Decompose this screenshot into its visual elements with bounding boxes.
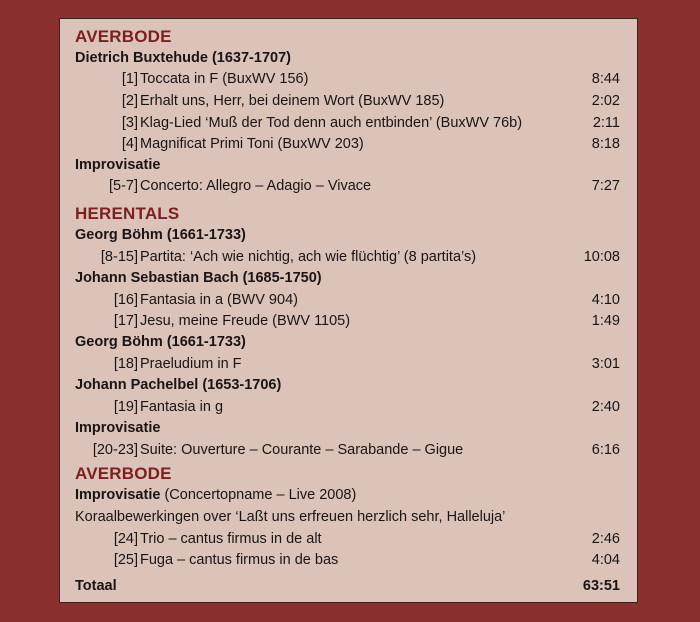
track-row — [60, 354, 637, 375]
track-duration: 2:40 — [591, 399, 620, 415]
track-number: [18] — [113, 356, 138, 372]
track-row — [60, 247, 637, 268]
track-title: Suite: Ouverture – Courante – Sarabande – Gigue — [140, 442, 464, 458]
improvisation-label: Improvisatie — [75, 487, 161, 503]
track-row — [60, 113, 637, 134]
track-number: [8-15] — [100, 249, 138, 265]
improvisation-note — [75, 485, 356, 506]
composer-name: Georg Böhm (1661-1733) — [75, 334, 246, 350]
track-number: [20-23] — [92, 442, 138, 458]
track-title: Toccata in F (BuxWV 156) — [140, 71, 309, 87]
track-row — [60, 440, 637, 461]
track-number: [2] — [121, 93, 138, 109]
track-row — [60, 397, 637, 418]
chorale-intro-row — [60, 507, 637, 528]
track-number: [1] — [121, 71, 138, 87]
track-title: Praeludium in F — [140, 356, 242, 372]
tracklist-panel — [59, 18, 638, 603]
track-duration: 4:10 — [591, 292, 620, 308]
composer-name: Johann Pachelbel (1653-1706) — [75, 377, 282, 393]
track-title: Fantasia in g — [140, 399, 224, 415]
concert-note: (Concertopname – Live 2008) — [164, 487, 357, 503]
track-title: Klag-Lied ‘Muß der Tod denn auch entbinden’ (BuxWV 76b) — [140, 115, 523, 131]
track-row — [60, 134, 637, 155]
track-row — [60, 176, 637, 197]
composer-row — [60, 332, 637, 353]
track-duration: 7:27 — [591, 178, 620, 194]
track-number: [19] — [113, 399, 138, 415]
section-heading: AVERBODE — [75, 27, 172, 46]
improvisation-row — [60, 155, 637, 176]
track-title: Trio – cantus firmus in de alt — [140, 531, 322, 547]
improvisation-row — [60, 485, 637, 506]
track-row — [60, 91, 637, 112]
section-averbode-1 — [60, 26, 637, 47]
total-duration: 63:51 — [582, 578, 620, 594]
composer-row — [60, 48, 637, 69]
track-number: [25] — [113, 552, 138, 568]
track-number: [4] — [121, 136, 138, 152]
composer-name: Georg Böhm (1661-1733) — [75, 227, 246, 243]
composer-name: Dietrich Buxtehude (1637-1707) — [75, 50, 291, 66]
track-duration: 8:44 — [591, 71, 620, 87]
track-title: Fantasia in a (BWV 904) — [140, 292, 298, 308]
track-duration: 2:11 — [592, 115, 620, 131]
chorale-intro: Koraalbewerkingen over ‘Laßt uns erfreuen herzlich sehr, Halleluja’ — [75, 509, 506, 525]
track-row — [60, 311, 637, 332]
track-number: [5-7] — [108, 178, 138, 194]
composer-name: Johann Sebastian Bach (1685-1750) — [75, 270, 322, 286]
track-number: [3] — [121, 115, 138, 131]
total-row — [60, 576, 637, 597]
track-number: [16] — [113, 292, 138, 308]
improvisation-label: Improvisatie — [75, 420, 161, 436]
track-duration: 6:16 — [591, 442, 620, 458]
track-title: Fuga – cantus firmus in de bas — [140, 552, 339, 568]
section-heading: AVERBODE — [75, 464, 172, 483]
section-herentals — [60, 203, 637, 224]
composer-row — [60, 268, 637, 289]
track-duration: 1:49 — [591, 313, 620, 329]
track-title: Erhalt uns, Herr, bei deinem Wort (BuxWV 185) — [140, 93, 445, 109]
improvisation-row — [60, 418, 637, 439]
track-title: Partita: ‘Ach wie nichtig, ach wie flüchtig’ (8 partita’s) — [140, 249, 477, 265]
section-heading: HERENTALS — [75, 204, 180, 223]
track-number: [24] — [113, 531, 138, 547]
track-row — [60, 550, 637, 571]
composer-row — [60, 225, 637, 246]
track-title: Magnificat Primi Toni (BuxWV 203) — [140, 136, 364, 152]
track-duration: 2:02 — [591, 93, 620, 109]
track-duration: 4:04 — [591, 552, 620, 568]
track-duration: 2:46 — [591, 531, 620, 547]
track-title: Concerto: Allegro – Adagio – Vivace — [140, 178, 372, 194]
composer-row — [60, 375, 637, 396]
improvisation-label: Improvisatie — [75, 157, 161, 173]
track-row — [60, 69, 637, 90]
total-label: Totaal — [75, 578, 117, 594]
track-duration: 3:01 — [591, 356, 620, 372]
track-title: Jesu, meine Freude (BWV 1105) — [140, 313, 351, 329]
track-duration: 8:18 — [591, 136, 620, 152]
track-duration: 10:08 — [583, 249, 620, 265]
track-row — [60, 529, 637, 550]
track-row — [60, 290, 637, 311]
track-number: [17] — [113, 313, 138, 329]
section-averbode-2 — [60, 463, 637, 484]
